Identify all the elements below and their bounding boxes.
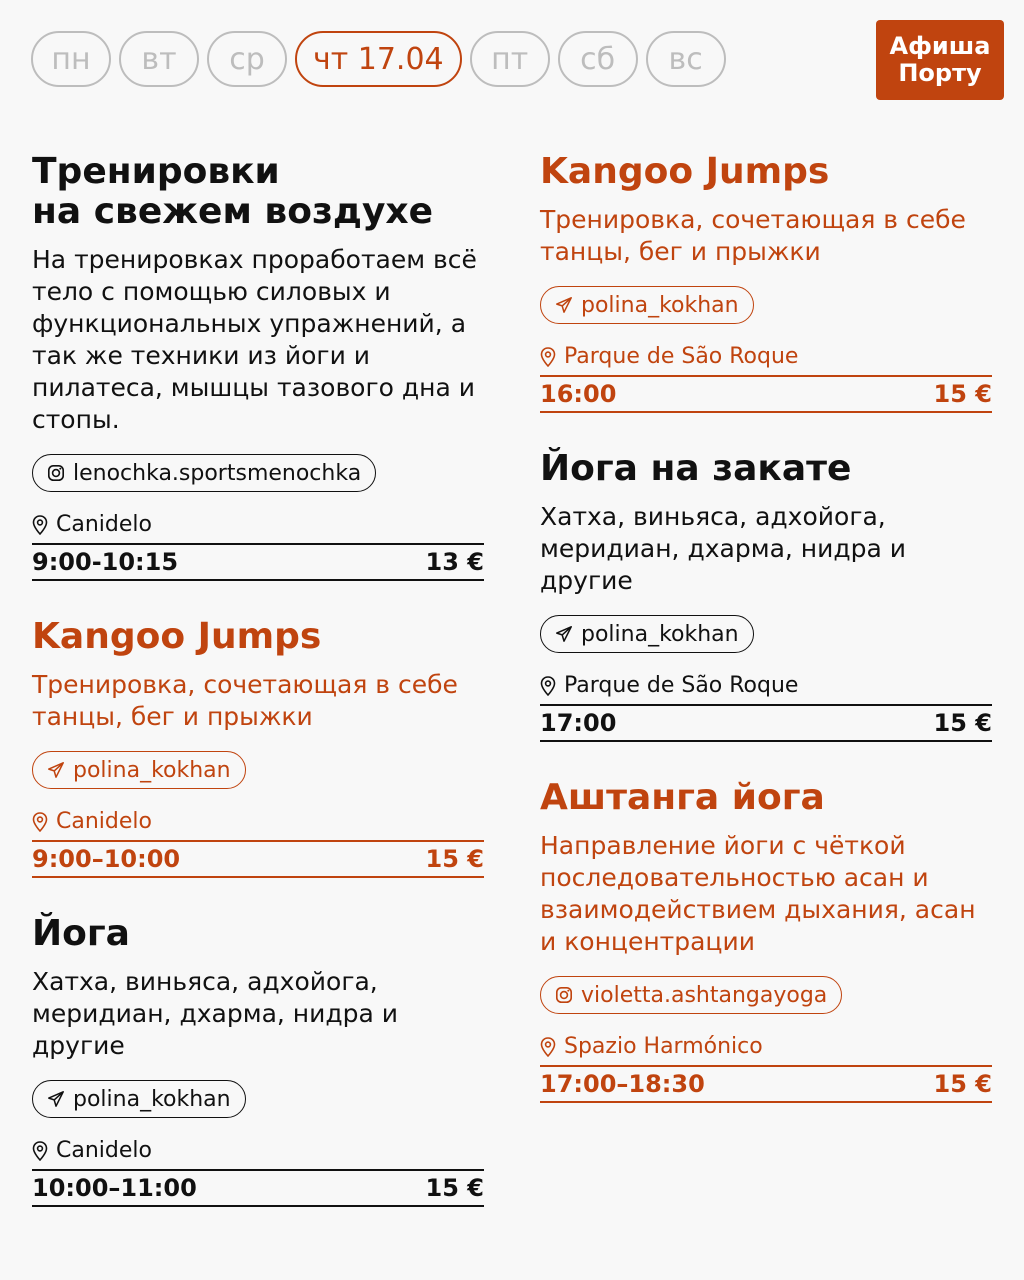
event-time-price <box>32 543 484 581</box>
day-tab-mon[interactable]: пн <box>31 31 111 87</box>
event-time: 9:00-10:15 <box>32 548 179 576</box>
event-location <box>32 1138 484 1163</box>
day-tab-sat[interactable]: сб <box>558 31 638 87</box>
day-tab-thu[interactable]: чт 17.04 <box>295 31 462 87</box>
event-description: Хатха, виньяса, адхойога, меридиан, дхарма, нидра и другие <box>540 502 907 595</box>
organizer-handle: polina_kokhan <box>581 621 739 647</box>
event-time: 10:00–11:00 <box>32 1174 197 1202</box>
event-card <box>540 449 992 742</box>
location-name: Canidelo <box>56 1138 152 1163</box>
organizer-handle: violetta.ashtangayoga <box>581 982 828 1008</box>
event-title: Тренировки на свежем воздухе <box>32 151 434 232</box>
telegram-icon <box>47 761 65 779</box>
location-name: Spazio Harmónico <box>564 1034 763 1059</box>
event-description: На тренировках проработаем всё тело с помощью силовых и функциональных упражнений, а так же техники из йоги и пилатеса, мышцы тазового дна и стопы. <box>32 245 477 434</box>
day-tab-sun[interactable]: вс <box>646 31 726 87</box>
event-time-price <box>32 1169 484 1207</box>
organizer-link[interactable] <box>32 1080 246 1118</box>
organizer-handle: polina_kokhan <box>73 757 231 783</box>
event-description: Направление йоги с чёткой последовательностью асан и взаимодействием дыхания, асан и концентрации <box>540 831 976 956</box>
event-time-price <box>540 375 992 413</box>
right-column <box>540 152 992 1139</box>
event-title: Йога на закате <box>540 448 852 489</box>
event-card <box>32 617 484 878</box>
event-card <box>540 778 992 1103</box>
day-tab-wed[interactable]: ср <box>207 31 287 87</box>
organizer-link[interactable] <box>540 976 842 1014</box>
event-description: Хатха, виньяса, адхойога, меридиан, дхарма, нидра и другие <box>32 967 399 1060</box>
organizer-handle: polina_kokhan <box>581 292 739 318</box>
location-name: Parque de São Roque <box>564 344 799 369</box>
event-time-price <box>540 1065 992 1103</box>
organizer-handle: lenochka.sportsmenochka <box>73 460 362 486</box>
location-name: Canidelo <box>56 809 152 834</box>
event-location <box>540 1034 992 1059</box>
event-card <box>32 914 484 1207</box>
event-price: 15 € <box>933 1070 992 1098</box>
event-time: 16:00 <box>540 380 617 408</box>
left-column <box>32 152 484 1243</box>
location-pin-icon <box>540 1037 556 1057</box>
event-time: 17:00 <box>540 709 617 737</box>
event-title: Йога <box>32 913 130 954</box>
instagram-icon <box>47 464 65 482</box>
event-location <box>540 344 992 369</box>
event-location <box>32 809 484 834</box>
event-card <box>32 152 484 581</box>
telegram-icon <box>47 1090 65 1108</box>
event-time-price <box>32 840 484 878</box>
event-location <box>540 673 992 698</box>
event-price: 15 € <box>933 709 992 737</box>
event-card <box>540 152 992 413</box>
event-time: 17:00–18:30 <box>540 1070 705 1098</box>
location-pin-icon <box>540 347 556 367</box>
location-name: Canidelo <box>56 512 152 537</box>
organizer-link[interactable] <box>32 751 246 789</box>
location-name: Parque de São Roque <box>564 673 799 698</box>
logo-line-2: Порту <box>898 59 982 87</box>
organizer-link[interactable] <box>540 615 754 653</box>
event-price: 15 € <box>425 1174 484 1202</box>
event-title: Kangoo Jumps <box>32 616 322 657</box>
location-pin-icon <box>32 1141 48 1161</box>
event-price: 15 € <box>933 380 992 408</box>
event-price: 13 € <box>425 548 484 576</box>
location-pin-icon <box>32 812 48 832</box>
organizer-link[interactable] <box>540 286 754 324</box>
event-location <box>32 512 484 537</box>
telegram-icon <box>555 296 573 314</box>
logo-line-1: Афиша <box>889 32 991 60</box>
instagram-icon <box>555 986 573 1004</box>
event-description: Тренировка, сочетающая в себе танцы, бег и прыжки <box>32 670 458 731</box>
event-price: 15 € <box>425 845 484 873</box>
organizer-link[interactable] <box>32 454 376 492</box>
day-tab-tue[interactable]: вт <box>119 31 199 87</box>
telegram-icon <box>555 625 573 643</box>
organizer-handle: polina_kokhan <box>73 1086 231 1112</box>
event-time-price <box>540 704 992 742</box>
location-pin-icon <box>540 676 556 696</box>
event-description: Тренировка, сочетающая в себе танцы, бег и прыжки <box>540 205 966 266</box>
location-pin-icon <box>32 515 48 535</box>
event-time: 9:00–10:00 <box>32 845 181 873</box>
day-tab-fri[interactable]: пт <box>470 31 550 87</box>
logo <box>876 20 1004 100</box>
event-title: Kangoo Jumps <box>540 151 830 192</box>
event-title: Аштанга йога <box>540 777 825 818</box>
day-selector <box>31 31 726 87</box>
